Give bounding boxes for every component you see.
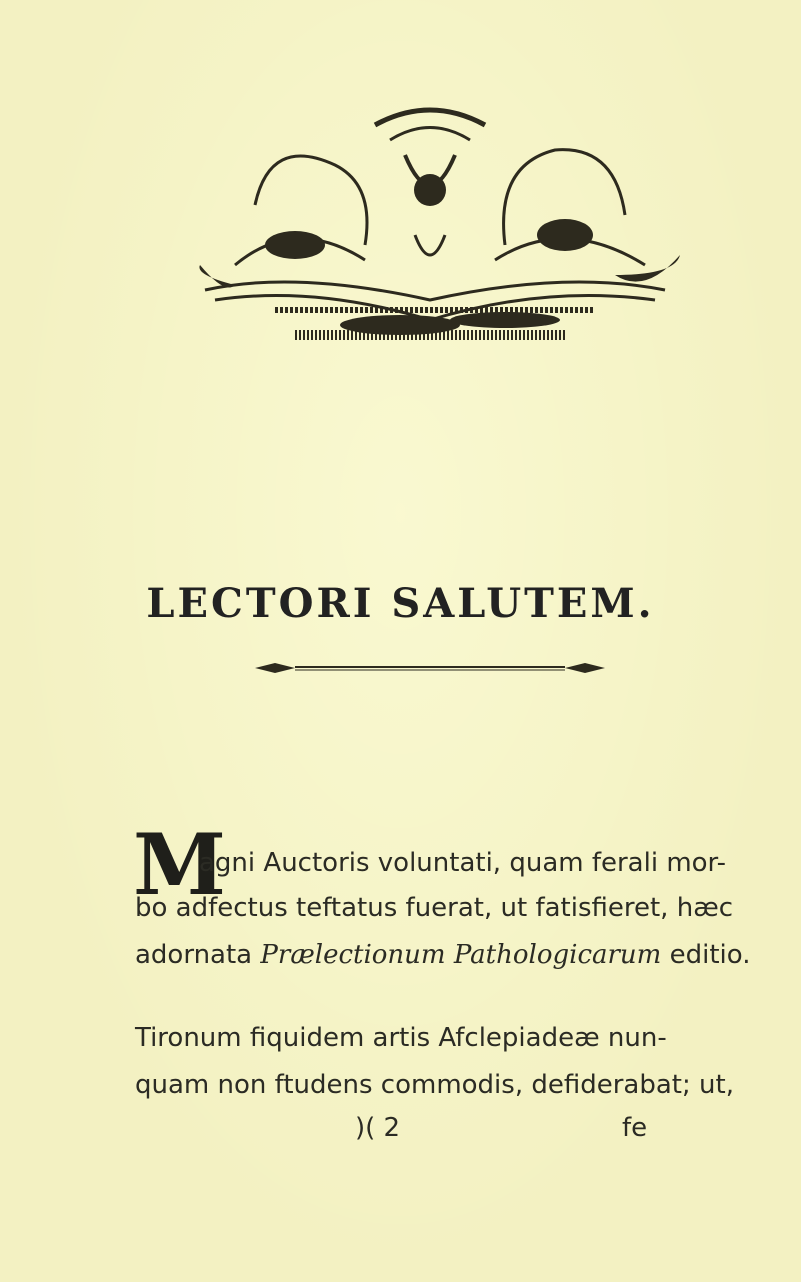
text-line-3 bbox=[135, 940, 751, 970]
engraved-vignette-ornament bbox=[175, 95, 685, 350]
text-line-4: Tironum fiquidem artis Afclepiadeæ nun- bbox=[135, 1023, 667, 1053]
signature-mark: )( 2 bbox=[355, 1113, 401, 1143]
text-line-3-start: adornata bbox=[135, 940, 261, 970]
text-line-1: agni Auctoris voluntati, quam ferali mor- bbox=[199, 848, 726, 878]
text-line-2: bo adfectus teftatus fuerat, ut fatisfieret, hæc bbox=[135, 893, 734, 923]
decorative-rule-ornament bbox=[255, 660, 605, 676]
catchword: fe bbox=[622, 1113, 648, 1143]
page-heading: LECTORI SALUTEM. bbox=[146, 580, 655, 627]
text-line-3-end: editio. bbox=[661, 940, 751, 970]
text-line-5: quam non ftudens commodis, defiderabat; ut, bbox=[135, 1070, 734, 1100]
italic-title: Prælectionum Pathologicarum bbox=[260, 940, 662, 970]
drop-capital: M bbox=[133, 815, 226, 914]
